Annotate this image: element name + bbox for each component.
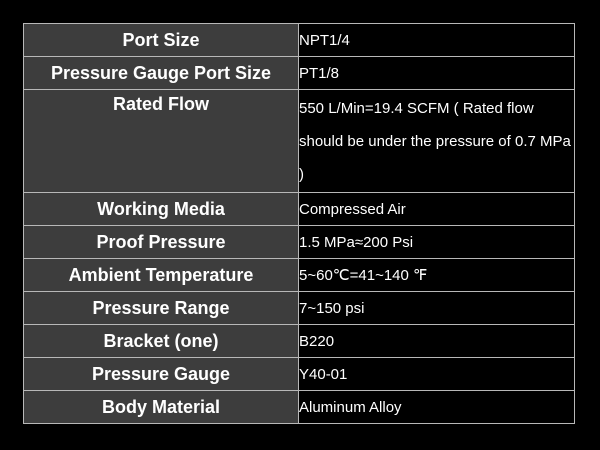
table-row [24,292,575,325]
table-row [24,358,575,391]
table-row [24,57,575,90]
spec-label: Pressure Gauge Port Size [24,57,299,90]
table-row [24,90,575,193]
spec-value: Y40-01 [299,358,575,391]
table-row [24,391,575,424]
spec-label: Proof Pressure [24,226,299,259]
spec-value: B220 [299,325,575,358]
spec-label: Rated Flow [24,90,299,193]
table-row [24,325,575,358]
spec-label: Port Size [24,24,299,57]
spec-label: Pressure Range [24,292,299,325]
spec-label: Body Material [24,391,299,424]
spec-label: Working Media [24,193,299,226]
spec-value: 7~150 psi [299,292,575,325]
spec-value: Aluminum Alloy [299,391,575,424]
spec-table [23,23,575,424]
spec-value: Compressed Air [299,193,575,226]
table-row [24,259,575,292]
table-row [24,193,575,226]
spec-label: Pressure Gauge [24,358,299,391]
spec-label: Ambient Temperature [24,259,299,292]
spec-value: PT1/8 [299,57,575,90]
table-row [24,24,575,57]
table-row [24,226,575,259]
spec-value: 1.5 MPa≈200 Psi [299,226,575,259]
spec-value: 5~60℃=41~140 ℉ [299,259,575,292]
spec-value: 550 L/Min=19.4 SCFM ( Rated flow should be under the pressure of 0.7 MPa ) [299,90,575,193]
spec-value: NPT1/4 [299,24,575,57]
spec-label: Bracket (one) [24,325,299,358]
